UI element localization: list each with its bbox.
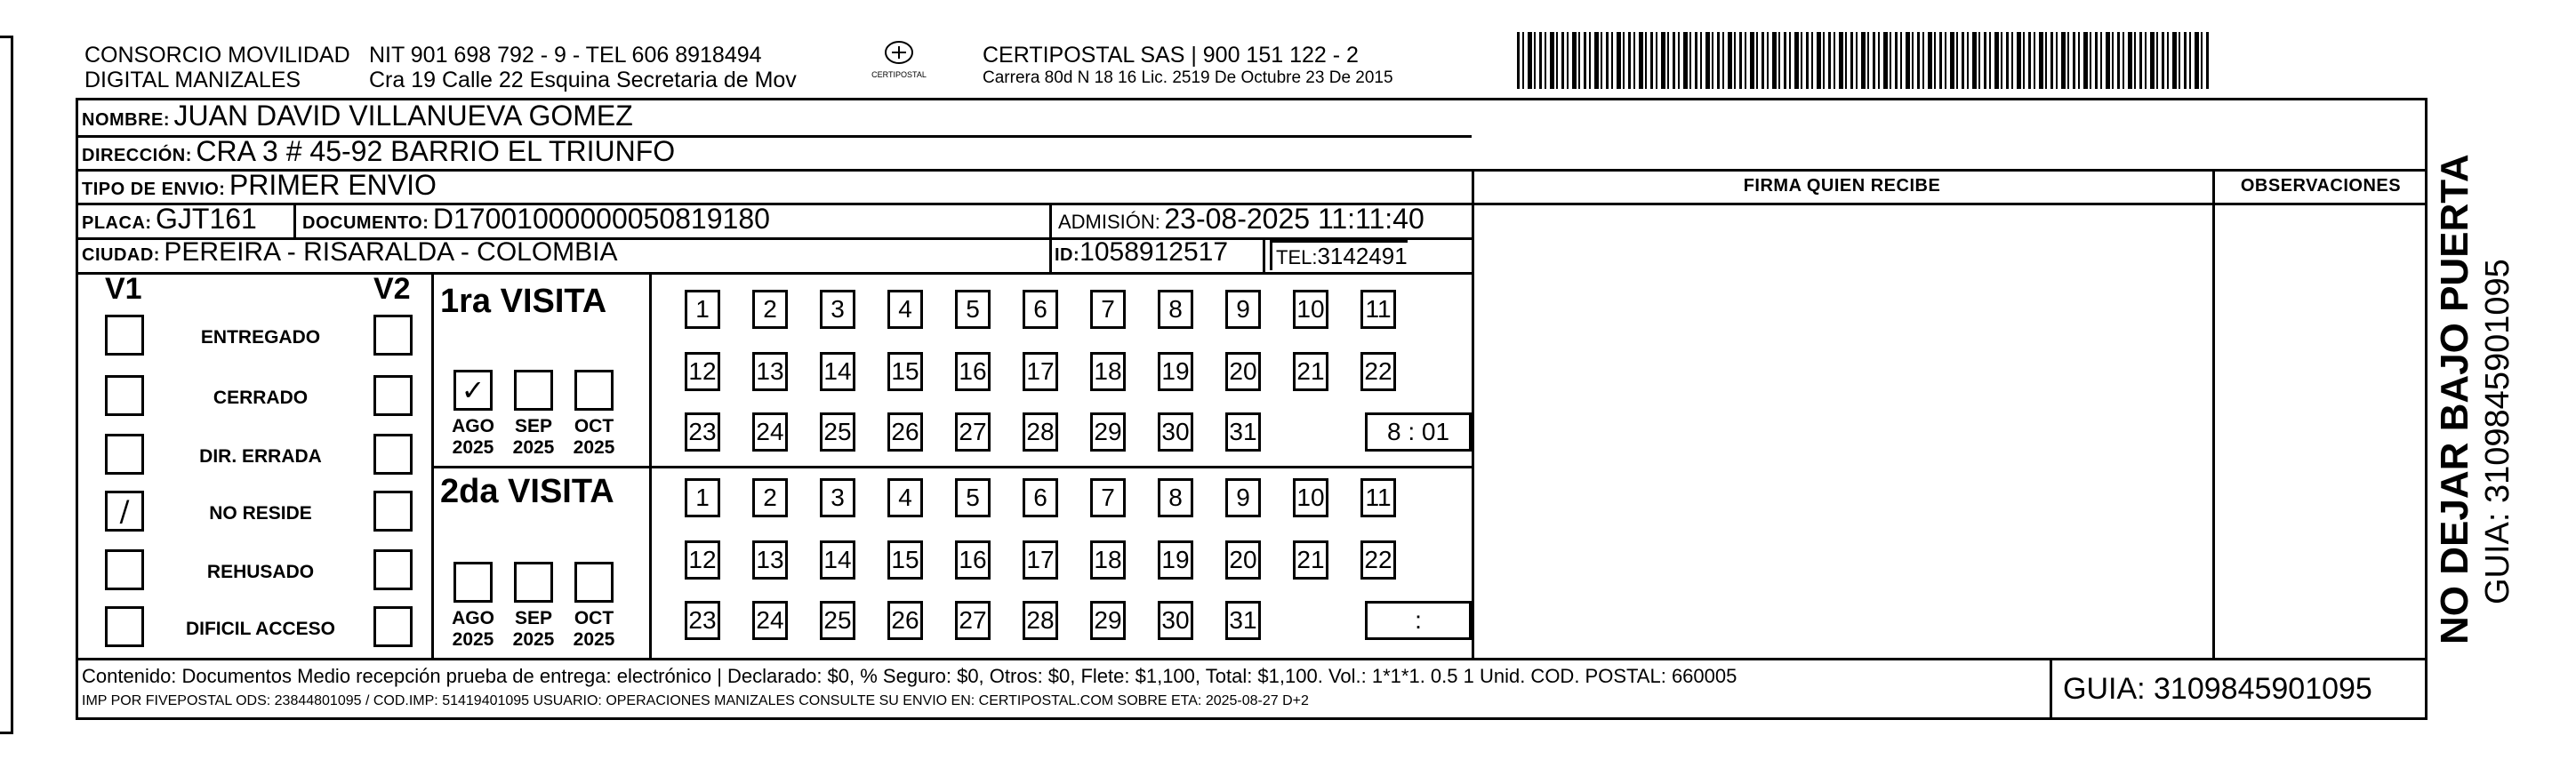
documento-cell: DOCUMENTO: D17001000000050819180 — [302, 203, 770, 235]
day-box[interactable]: 15 — [887, 540, 923, 580]
tipo-envio-row: TIPO DE ENVIO: PRIMER ENVIO — [82, 169, 437, 201]
first-visit-title: 1ra VISITA — [440, 283, 607, 320]
v2-checkbox[interactable] — [373, 606, 413, 647]
admision-cell: ADMISIÓN: 23-08-2025 11:11:40 — [1058, 203, 1424, 235]
month-label: AGO 2025 — [452, 608, 494, 650]
month-label: OCT 2025 — [573, 608, 615, 650]
day-box[interactable]: 18 — [1090, 540, 1126, 580]
day-box[interactable]: 17 — [1023, 540, 1058, 580]
day-box[interactable]: 30 — [1158, 412, 1193, 452]
day-box[interactable]: 11 — [1360, 290, 1396, 329]
day-box[interactable]: 3 — [820, 290, 855, 329]
visit-time-box[interactable]: : — [1365, 601, 1472, 640]
day-box[interactable]: 20 — [1225, 540, 1261, 580]
day-box[interactable]: 6 — [1023, 478, 1058, 517]
day-box[interactable]: 23 — [685, 601, 720, 640]
month-label: AGO 2025 — [452, 416, 494, 458]
v2-checkbox[interactable] — [373, 434, 413, 475]
day-box[interactable]: 20 — [1225, 352, 1261, 391]
footer-print-info: IMP POR FIVEPOSTAL ODS: 23844801095 / COD.IMP: 51419401095 USUARIO: OPERACIONES MANIZALES CONSULTE SU ENVIO EN: CERTIPOSTAL.COM SOBRE ETA: 2025-08-27 D+2 — [82, 693, 1309, 708]
month-label: OCT 2025 — [573, 416, 615, 458]
day-box[interactable]: 26 — [887, 412, 923, 452]
day-box[interactable]: 7 — [1090, 478, 1126, 517]
day-box[interactable]: 11 — [1360, 478, 1396, 517]
day-box[interactable]: 27 — [955, 601, 991, 640]
company-nit: NIT 901 698 792 - 9 - TEL 606 8918494 Cra 19 Calle 22 Esquina Secretaria de Mov — [369, 43, 797, 92]
status-label: CERRADO — [213, 388, 309, 408]
observaciones-header: OBSERVACIONES — [2240, 176, 2402, 196]
day-box[interactable]: 26 — [887, 601, 923, 640]
status-label: DIR. ERRADA — [199, 446, 322, 467]
v1-checkbox[interactable] — [105, 606, 144, 647]
day-box[interactable]: 19 — [1158, 352, 1193, 391]
day-box[interactable]: 16 — [955, 540, 991, 580]
day-box[interactable]: 24 — [752, 601, 788, 640]
v1-label: V1 — [105, 272, 142, 306]
v2-checkbox[interactable] — [373, 549, 413, 590]
month-checkbox[interactable] — [514, 562, 553, 603]
v2-checkbox[interactable] — [373, 315, 413, 356]
day-box[interactable]: 3 — [820, 478, 855, 517]
day-box[interactable]: 28 — [1023, 601, 1058, 640]
day-box[interactable]: 28 — [1023, 412, 1058, 452]
v1-checkbox[interactable] — [105, 375, 144, 416]
month-checkbox[interactable] — [574, 370, 614, 411]
firma-area[interactable] — [1476, 206, 2210, 655]
day-box[interactable]: 1 — [685, 290, 720, 329]
nombre-row: NOMBRE: JUAN DAVID VILLANUEVA GOMEZ — [82, 100, 633, 132]
visit-time-box[interactable]: 8 : 01 — [1365, 412, 1472, 452]
direccion-row: DIRECCIÓN: CRA 3 # 45-92 BARRIO EL TRIUNFO — [82, 135, 676, 167]
v2-checkbox[interactable] — [373, 375, 413, 416]
day-box[interactable]: 9 — [1225, 478, 1261, 517]
footer-contents: Contenido: Documentos Medio recepción prueba de entrega: electrónico | Declarado: $0, % Seguro: $0, Otros: $0, Flete: $1,100, Total: $1,100. Vol.: 1*1*1. 0.5 1 Unid. COD. POSTAL: 660005 — [82, 665, 1737, 687]
day-box[interactable]: 8 — [1158, 290, 1193, 329]
v1-checkbox[interactable] — [105, 315, 144, 356]
day-box[interactable]: 10 — [1293, 290, 1328, 329]
status-label: DIFICIL ACCESO — [185, 619, 335, 639]
day-box[interactable]: 21 — [1293, 352, 1328, 391]
status-label: REHUSADO — [206, 562, 315, 582]
second-visit-title: 2da VISITA — [440, 473, 614, 510]
day-box[interactable]: 15 — [887, 352, 923, 391]
day-box[interactable]: 27 — [955, 412, 991, 452]
carrier-info: CERTIPOSTAL SAS | 900 151 122 - 2 Carrera 80d N 18 16 Lic. 2519 De Octubre 23 De 2015 — [983, 43, 1393, 87]
day-box[interactable]: 25 — [820, 412, 855, 452]
certipostal-logo: CERTIPOSTAL — [867, 39, 931, 79]
barcode — [1517, 32, 2211, 89]
v1-checkbox[interactable]: / — [105, 491, 144, 532]
v1-checkbox[interactable] — [105, 549, 144, 590]
day-box[interactable]: 12 — [685, 540, 720, 580]
company-name: CONSORCIO MOVILIDAD DIGITAL MANIZALES — [84, 43, 350, 92]
day-box[interactable]: 14 — [820, 352, 855, 391]
footer-guia: GUIA: 3109845901095 — [2063, 672, 2372, 706]
day-box[interactable]: 14 — [820, 540, 855, 580]
day-box[interactable]: 6 — [1023, 290, 1058, 329]
day-box[interactable]: 30 — [1158, 601, 1193, 640]
day-box[interactable]: 31 — [1225, 412, 1261, 452]
side-guia-number: GUIA: 3109845901095 — [2479, 259, 2516, 604]
month-checkbox[interactable] — [453, 562, 493, 603]
id-cell: ID:1058912517 — [1055, 237, 1229, 267]
v1-checkbox[interactable] — [105, 434, 144, 475]
day-box[interactable]: 2 — [752, 290, 788, 329]
day-box[interactable]: 10 — [1293, 478, 1328, 517]
day-box[interactable]: 8 — [1158, 478, 1193, 517]
day-box[interactable]: 9 — [1225, 290, 1261, 329]
day-box[interactable]: 29 — [1090, 601, 1126, 640]
v2-checkbox[interactable] — [373, 491, 413, 532]
no-dejar-bajo-puerta: NO DEJAR BAJO PUERTA — [2433, 154, 2476, 644]
status-label: ENTREGADO — [200, 327, 321, 348]
day-box[interactable]: 5 — [955, 290, 991, 329]
month-checkbox[interactable]: ✓ — [453, 370, 493, 411]
day-box[interactable]: 1 — [685, 478, 720, 517]
month-label: SEP 2025 — [512, 416, 555, 458]
day-box[interactable]: 4 — [887, 478, 923, 517]
day-box[interactable]: 31 — [1225, 601, 1261, 640]
left-stub-border — [0, 36, 13, 734]
day-box[interactable]: 7 — [1090, 290, 1126, 329]
day-box[interactable]: 22 — [1360, 352, 1396, 391]
day-box[interactable]: 4 — [887, 290, 923, 329]
day-box[interactable]: 5 — [955, 478, 991, 517]
day-box[interactable]: 18 — [1090, 352, 1126, 391]
day-box[interactable]: 16 — [955, 352, 991, 391]
day-box[interactable]: 22 — [1360, 540, 1396, 580]
day-box[interactable]: 13 — [752, 540, 788, 580]
month-checkbox[interactable] — [514, 370, 553, 411]
observaciones-area[interactable] — [2217, 206, 2425, 655]
day-box[interactable]: 23 — [685, 412, 720, 452]
day-box[interactable]: 12 — [685, 352, 720, 391]
month-checkbox[interactable] — [574, 562, 614, 603]
day-box[interactable]: 13 — [752, 352, 788, 391]
v2-label: V2 — [373, 272, 411, 306]
day-box[interactable]: 21 — [1293, 540, 1328, 580]
day-box[interactable]: 2 — [752, 478, 788, 517]
day-box[interactable]: 29 — [1090, 412, 1126, 452]
firma-header: FIRMA QUIEN RECIBE — [1743, 176, 1941, 196]
ciudad-cell: CIUDAD: PEREIRA - RISARALDA - COLOMBIA — [82, 237, 618, 267]
placa-cell: PLACA: GJT161 — [82, 203, 257, 235]
day-box[interactable]: 19 — [1158, 540, 1193, 580]
day-box[interactable]: 24 — [752, 412, 788, 452]
day-box[interactable]: 25 — [820, 601, 855, 640]
day-box[interactable]: 17 — [1023, 352, 1058, 391]
month-label: SEP 2025 — [512, 608, 555, 650]
status-label: NO RESIDE — [209, 503, 312, 524]
tel-cell: TEL:3142491 — [1270, 240, 1408, 270]
